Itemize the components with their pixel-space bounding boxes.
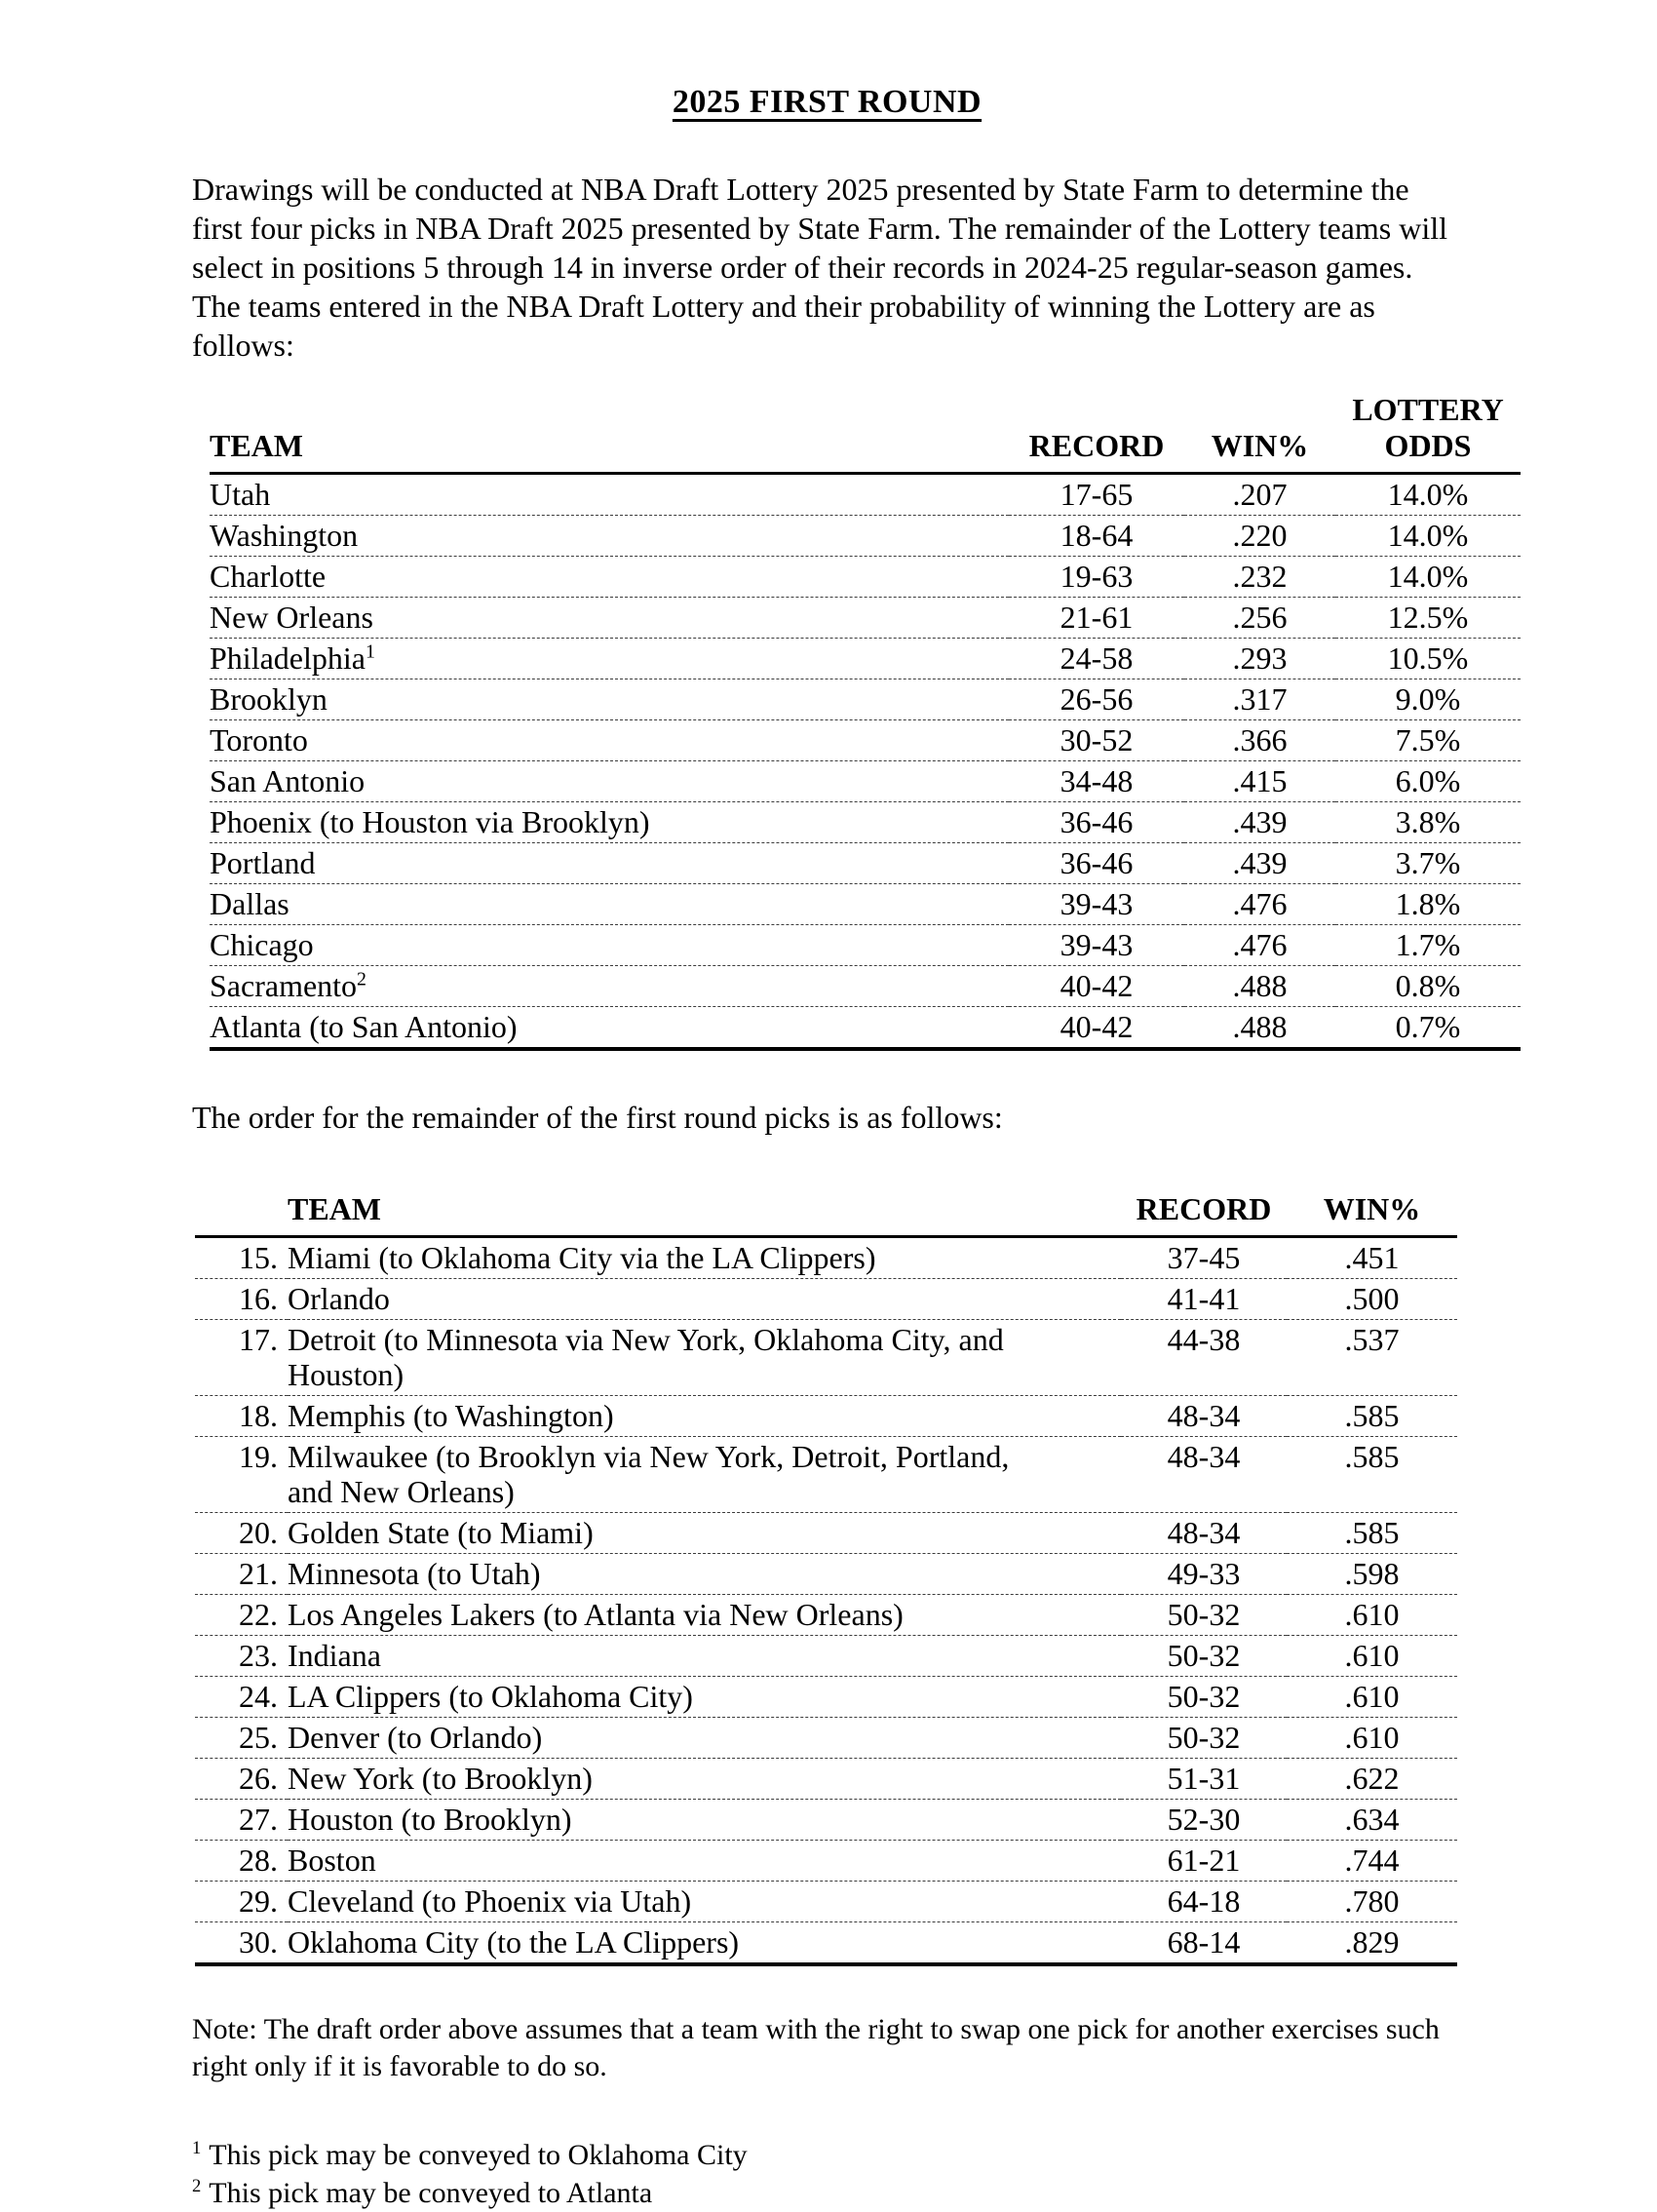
odds-cell: 7.5%	[1395, 722, 1461, 757]
team-cell: Houston (to Brooklyn)	[288, 1802, 572, 1837]
table-row	[195, 1279, 1457, 1320]
intro-paragraph: Drawings will be conducted at NBA Draft Lottery 2025 presented by State Farm to determine the first four picks in NBA Draft 2025 presented by State Farm. The remainder of the Lottery teams will select in positions 5 through 14 in inverse order of their records in 2024-25 regular-season games. The teams entered in the NBA Draft Lottery and their probability of winning the Lottery are as follows:	[192, 172, 1447, 363]
odds-cell: 0.8%	[1395, 968, 1461, 1003]
win-cell: .415	[1232, 763, 1288, 798]
record-cell: 36-46	[1060, 804, 1134, 839]
team-cell: LA Clippers (to Oklahoma City)	[288, 1679, 693, 1714]
table-row	[195, 1437, 1457, 1513]
pick-number: 17.	[239, 1322, 278, 1357]
team-cell: Brooklyn	[210, 681, 328, 717]
table-row	[210, 843, 1521, 884]
record-cell: 37-45	[1167, 1240, 1241, 1275]
team-cell: Detroit (to Minnesota via New York, Oklahoma City, and Houston)	[288, 1322, 1004, 1392]
team-cell: Phoenix (to Houston via Brooklyn)	[210, 804, 650, 839]
footnote-2-marker: 2	[192, 2176, 202, 2196]
team-cell: Memphis (to Washington)	[288, 1398, 614, 1433]
record-cell: 24-58	[1060, 640, 1134, 676]
table-row	[195, 1513, 1457, 1554]
record-cell: 21-61	[1060, 600, 1134, 635]
table-row	[210, 516, 1521, 557]
pick-number: 25.	[239, 1720, 278, 1755]
table-row	[195, 1554, 1457, 1595]
table-row	[195, 1677, 1457, 1718]
remainder-header-record: RECORD	[1136, 1191, 1272, 1226]
table-row	[210, 598, 1521, 639]
record-cell: 64-18	[1167, 1883, 1241, 1919]
win-cell: .610	[1344, 1679, 1400, 1714]
odds-cell: 6.0%	[1395, 763, 1461, 798]
lottery-header-odds-line2: ODDS	[1384, 428, 1472, 463]
team-cell: New York (to Brooklyn)	[288, 1761, 593, 1796]
win-cell: .439	[1232, 845, 1288, 880]
remainder-header-team: TEAM	[288, 1191, 381, 1226]
pick-number: 22.	[239, 1597, 278, 1632]
remainder-header-num	[195, 1189, 288, 1237]
record-cell: 30-52	[1060, 722, 1134, 757]
table-row	[195, 1237, 1457, 1279]
table-row	[210, 1007, 1521, 1050]
team-cell: Toronto	[210, 722, 308, 757]
record-cell: 50-32	[1167, 1597, 1241, 1632]
team-cell: Los Angeles Lakers (to Atlanta via New Orleans)	[288, 1597, 904, 1632]
team-cell: Miami (to Oklahoma City via the LA Clippers)	[288, 1240, 876, 1275]
team-cell: Cleveland (to Phoenix via Utah)	[288, 1883, 692, 1919]
win-cell: .598	[1344, 1556, 1400, 1591]
win-cell: .476	[1232, 927, 1288, 962]
table-row	[210, 966, 1521, 1007]
pick-number: 26.	[239, 1761, 278, 1796]
table-row	[210, 761, 1521, 802]
lottery-table	[210, 390, 1521, 1051]
table-row	[210, 802, 1521, 843]
win-cell: .500	[1344, 1281, 1400, 1316]
team-cell: Golden State (to Miami)	[288, 1515, 594, 1550]
team-cell: Dallas	[210, 886, 289, 921]
record-cell: 51-31	[1167, 1761, 1241, 1796]
team-cell: Boston	[288, 1843, 376, 1878]
table-row	[195, 1396, 1457, 1437]
team-cell: Portland	[210, 845, 316, 880]
win-cell: .585	[1344, 1398, 1400, 1433]
pick-number: 30.	[239, 1924, 278, 1960]
record-cell: 44-38	[1167, 1322, 1241, 1357]
table-row	[195, 1718, 1457, 1759]
pick-number: 18.	[239, 1398, 278, 1433]
win-cell: .634	[1344, 1802, 1400, 1837]
win-cell: .232	[1232, 559, 1288, 594]
pick-number: 28.	[239, 1843, 278, 1878]
lottery-header-odds-line1: LOTTERY	[1352, 392, 1504, 427]
odds-cell: 1.8%	[1395, 886, 1461, 921]
footnote-1-marker: 1	[192, 2138, 202, 2158]
lottery-table-header-row	[210, 390, 1521, 474]
lottery-header-win: WIN%	[1211, 428, 1309, 463]
table-row	[195, 1882, 1457, 1922]
table-row	[195, 1922, 1457, 1965]
team-cell: Utah	[210, 477, 271, 512]
pick-number: 23.	[239, 1638, 278, 1673]
table-row	[195, 1800, 1457, 1841]
win-cell: .220	[1232, 518, 1288, 553]
team-cell: Milwaukee (to Brooklyn via New York, Detroit, Portland, and New Orleans)	[288, 1439, 1010, 1509]
win-cell: .256	[1232, 600, 1288, 635]
team-cell: Philadelphia$^1$	[210, 640, 375, 676]
win-cell: .829	[1344, 1924, 1400, 1960]
table-row	[195, 1841, 1457, 1882]
odds-cell: 3.8%	[1395, 804, 1461, 839]
record-cell: 49-33	[1167, 1556, 1241, 1591]
odds-cell: 3.7%	[1395, 845, 1461, 880]
pick-number: 15.	[239, 1240, 278, 1275]
odds-cell: 14.0%	[1387, 518, 1469, 553]
lottery-header-record: RECORD	[1028, 428, 1165, 463]
pick-number: 20.	[239, 1515, 278, 1550]
team-cell: Indiana	[288, 1638, 381, 1673]
odds-cell: 9.0%	[1395, 681, 1461, 717]
pick-number: 24.	[239, 1679, 278, 1714]
table-row	[210, 925, 1521, 966]
pick-number: 21.	[239, 1556, 278, 1591]
footnote-1	[192, 2136, 1462, 2174]
record-cell: 40-42	[1060, 1009, 1134, 1044]
record-cell: 41-41	[1167, 1281, 1241, 1316]
table-row	[195, 1636, 1457, 1677]
win-cell: .585	[1344, 1439, 1400, 1474]
win-cell: .366	[1232, 722, 1288, 757]
team-cell: Washington	[210, 518, 359, 553]
table-row	[210, 639, 1521, 679]
page-title	[192, 84, 1462, 121]
win-cell: .451	[1344, 1240, 1400, 1275]
win-cell: .476	[1232, 886, 1288, 921]
pick-number: 19.	[239, 1439, 278, 1474]
record-cell: 34-48	[1060, 763, 1134, 798]
record-cell: 68-14	[1167, 1924, 1241, 1960]
record-cell: 18-64	[1060, 518, 1134, 553]
team-cell: Sacramento$^2$	[210, 968, 366, 1003]
team-cell: Oklahoma City (to the LA Clippers)	[288, 1924, 740, 1960]
odds-cell: 10.5%	[1387, 640, 1469, 676]
table-row	[195, 1759, 1457, 1800]
team-cell: Denver (to Orlando)	[288, 1720, 543, 1755]
team-cell: San Antonio	[210, 763, 366, 798]
record-cell: 50-32	[1167, 1720, 1241, 1755]
pick-number: 16.	[239, 1281, 278, 1316]
pick-number: 27.	[239, 1802, 278, 1837]
record-cell: 50-32	[1167, 1679, 1241, 1714]
win-cell: .744	[1344, 1843, 1400, 1878]
win-cell: .439	[1232, 804, 1288, 839]
pick-number: 29.	[239, 1883, 278, 1919]
table-row	[210, 557, 1521, 598]
win-cell: .622	[1344, 1761, 1400, 1796]
team-cell: New Orleans	[210, 600, 373, 635]
record-cell: 61-21	[1167, 1843, 1241, 1878]
odds-cell: 0.7%	[1395, 1009, 1461, 1044]
footnote-2-text: This pick may be conveyed to Atlanta	[209, 2177, 653, 2209]
odds-cell: 12.5%	[1387, 600, 1469, 635]
team-cell: Orlando	[288, 1281, 390, 1316]
table-row	[210, 884, 1521, 925]
win-cell: .488	[1232, 968, 1288, 1003]
record-cell: 50-32	[1167, 1638, 1241, 1673]
odds-cell: 14.0%	[1387, 559, 1469, 594]
table-row	[210, 474, 1521, 516]
record-cell: 26-56	[1060, 681, 1134, 717]
remainder-header-win: WIN%	[1323, 1191, 1421, 1226]
footnote-2	[192, 2174, 1462, 2212]
win-cell: .293	[1232, 640, 1288, 676]
record-cell: 40-42	[1060, 968, 1134, 1003]
win-cell: .610	[1344, 1597, 1400, 1632]
record-cell: 36-46	[1060, 845, 1134, 880]
odds-cell: 14.0%	[1387, 477, 1469, 512]
odds-cell: 1.7%	[1395, 927, 1461, 962]
team-cell: Minnesota (to Utah)	[288, 1556, 541, 1591]
table-row	[210, 679, 1521, 720]
team-cell: Charlotte	[210, 559, 327, 594]
record-cell: 17-65	[1060, 477, 1134, 512]
lottery-header-odds	[1335, 390, 1521, 474]
win-cell: .317	[1232, 681, 1288, 717]
remainder-table-header-row	[195, 1189, 1457, 1237]
win-cell: .488	[1232, 1009, 1288, 1044]
note-text: Note: The draft order above assumes that a team with the right to swap one pick for another exercises such right only if it is favorable to do so.	[192, 2013, 1440, 2082]
team-cell: Atlanta (to San Antonio)	[210, 1009, 518, 1044]
table-row	[195, 1320, 1457, 1396]
footnotes	[192, 2136, 1462, 2212]
win-cell: .610	[1344, 1720, 1400, 1755]
remainder-paragraph: The order for the remainder of the first round picks is as follows:	[192, 1100, 1003, 1135]
record-cell: 48-34	[1167, 1515, 1241, 1550]
record-cell: 39-43	[1060, 927, 1134, 962]
remainder-table	[195, 1189, 1457, 1966]
win-cell: .537	[1344, 1322, 1400, 1357]
table-row	[195, 1595, 1457, 1636]
footnote-1-text: This pick may be conveyed to Oklahoma City	[209, 2139, 748, 2171]
record-cell: 19-63	[1060, 559, 1134, 594]
team-cell: Chicago	[210, 927, 314, 962]
lottery-header-team: TEAM	[210, 428, 303, 463]
record-cell: 48-34	[1167, 1398, 1241, 1433]
win-cell: .207	[1232, 477, 1288, 512]
record-cell: 39-43	[1060, 886, 1134, 921]
record-cell: 48-34	[1167, 1439, 1241, 1474]
page-title-text: 2025 FIRST ROUND	[672, 84, 983, 120]
win-cell: .780	[1344, 1883, 1400, 1919]
win-cell: .585	[1344, 1515, 1400, 1550]
win-cell: .610	[1344, 1638, 1400, 1673]
record-cell: 52-30	[1167, 1802, 1241, 1837]
table-row	[210, 720, 1521, 761]
